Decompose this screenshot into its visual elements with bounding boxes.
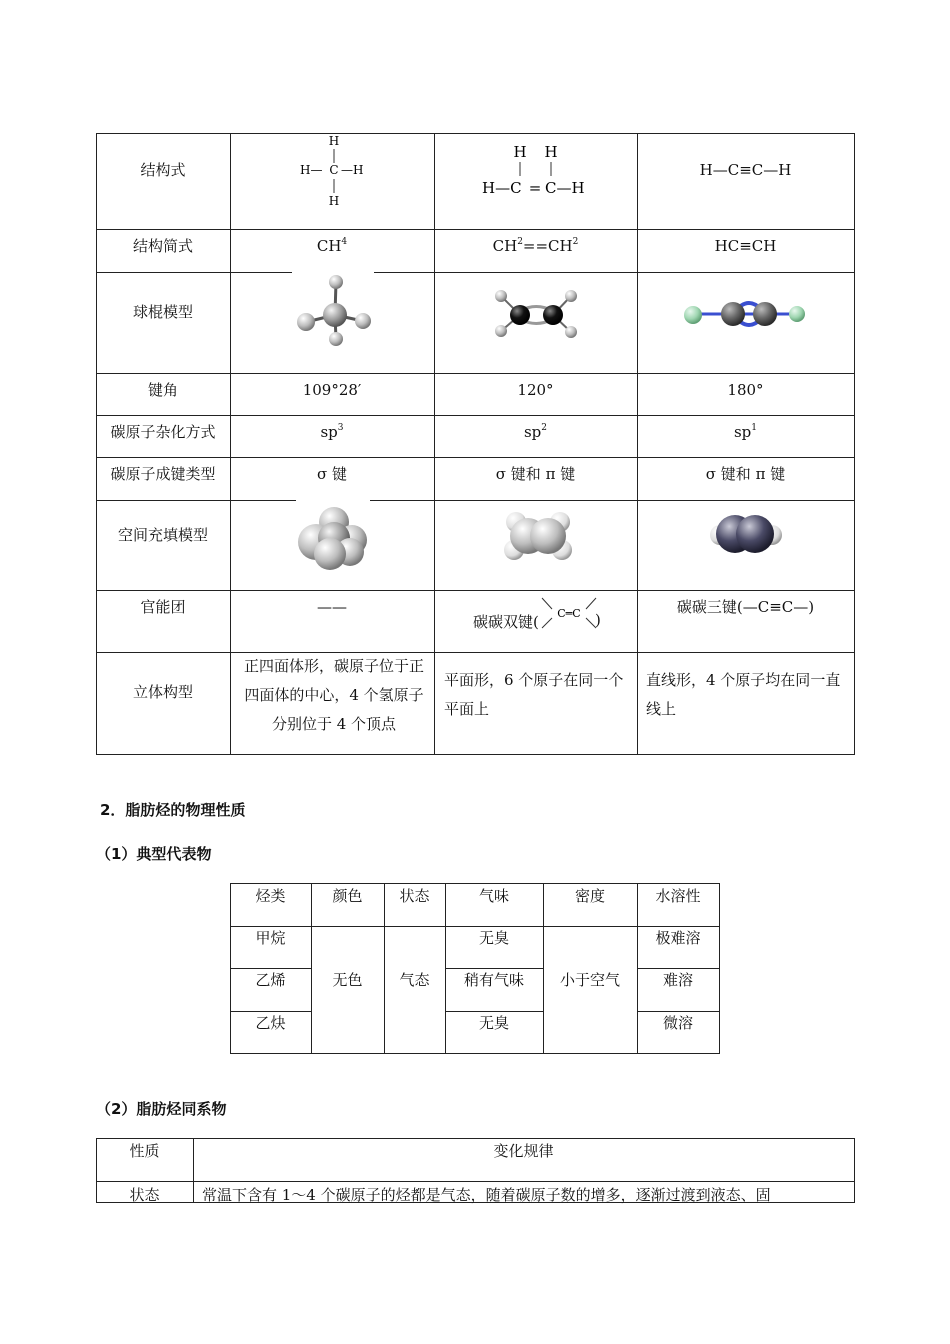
row-label-bond: 碳原子成键类型 (110, 465, 216, 483)
ethene-right: C—H (545, 179, 585, 197)
header-color: 颜色 (332, 887, 363, 905)
odor-methane: 无臭 (478, 929, 509, 947)
ethyne-hybridization: sp $^1$ (733, 423, 758, 441)
ethene-simple-formula: CH $^2$ ==CH $^2$ (492, 237, 579, 255)
subheading-typical-representatives: （1）典型代表物 (96, 845, 212, 863)
ethyne-functional-group: 碳碳三键(—C≡C—) (676, 598, 815, 616)
methane-spacefill-model (230, 500, 434, 590)
density-value: 小于空气 (559, 971, 620, 990)
methane-ballstick-model (230, 272, 434, 373)
ethyne-shape: 直线形，4 个原子均在同一直线上 (646, 671, 841, 718)
ethene-h1: H (513, 143, 527, 161)
table-row-ethyne: 乙炔 (255, 1014, 286, 1032)
ethyne-bond-type: σ 键和 π 键 (705, 465, 786, 483)
header-hydrocarbon: 烃类 (255, 887, 286, 905)
ethene-functional-group (434, 590, 637, 652)
methane-hybridization: sp $^3$ (320, 423, 344, 441)
row-label-angle: 键角 (147, 381, 178, 399)
ethene-hybridization: sp $^2$ (523, 423, 548, 441)
methane-h-right: —H (341, 163, 364, 177)
methane-h-left: H— (300, 163, 323, 177)
ethene-spacefill-model (434, 500, 637, 590)
table-row-ethene: 乙烯 (255, 971, 286, 989)
methane-bond-type: σ 键 (316, 465, 347, 483)
header-rule: 变化规律 (493, 1142, 554, 1160)
table-row-methane: 甲烷 (255, 929, 286, 947)
cc-double-bond-drawing (538, 592, 600, 634)
row-label-state: 状态 (129, 1186, 160, 1204)
ethene-double: = (528, 179, 542, 197)
row-label-hybrid: 碳原子杂化方式 (110, 423, 216, 441)
solubility-methane: 极难溶 (655, 929, 701, 947)
ethyne-simple-formula: HC≡CH (714, 237, 777, 255)
header-state: 状态 (399, 887, 430, 905)
state-rule-text: 常温下含有 1～4 个碳原子的烃都是气态，随着碳原子数的增多，逐渐过渡到液态、固 (202, 1186, 771, 1204)
methane-h-bottom: H (328, 194, 340, 208)
ethene-h2: H (544, 143, 558, 161)
row-label-ballstick: 球棍模型 (132, 302, 193, 321)
ethyne-ballstick-model (637, 272, 854, 373)
methane-bond-angle: 109°28′ (302, 381, 362, 399)
subheading-homologues: （2）脂肪烃同系物 (96, 1100, 227, 1118)
ethyne-spacefill-model (637, 500, 854, 590)
methane-shape: 正四面体形，碳原子位于正四面体的中心，4 个氢原子分别位于 4 个顶点 (243, 657, 424, 733)
methane-simple-formula: CH $^4$ (316, 237, 348, 255)
state-value: 气态 (399, 971, 430, 990)
ethene-ballstick-model (434, 272, 637, 373)
methane-functional-group: —— (317, 598, 347, 616)
methane-c: C (329, 163, 339, 177)
ethene-group-suffix: ) (595, 611, 601, 629)
row-label-spacefill: 空间充填模型 (117, 526, 208, 545)
ethene-shape: 平面形，6 个原子在同一个平面上 (444, 671, 624, 718)
header-odor: 气味 (478, 887, 509, 905)
header-solubility: 水溶性 (655, 887, 701, 905)
header-density: 密度 (574, 887, 605, 905)
ethyne-bond-angle: 180° (727, 381, 764, 399)
row-label-shape: 立体构型 (132, 683, 193, 702)
ethene-group-prefix: 碳碳双键( (473, 613, 539, 631)
row-label-structure: 结构式 (140, 161, 186, 180)
odor-ethene: 稍有气味 (463, 971, 524, 989)
color-value: 无色 (332, 971, 363, 990)
row-label-simple: 结构简式 (132, 237, 193, 255)
solubility-ethene: 难溶 (662, 971, 693, 989)
ethyne-structure-formula: H—C≡C—H (699, 161, 792, 180)
header-property: 性质 (129, 1142, 160, 1160)
odor-ethyne: 无臭 (478, 1014, 509, 1032)
ethene-bond-type: σ 键和 π 键 (495, 465, 576, 483)
row-label-group: 官能团 (140, 598, 186, 616)
section-heading-physical-properties: 2．脂肪烃的物理性质 (100, 801, 246, 819)
solubility-ethyne: 微溶 (662, 1014, 693, 1032)
methane-h-top: H (328, 134, 340, 148)
methane-structure-formula (230, 133, 434, 229)
ethene-left: H—C (482, 179, 522, 197)
ethene-bond-angle: 120° (517, 381, 554, 399)
cc-double-bond-label: C═C (557, 607, 581, 620)
ethene-structure-formula (434, 133, 637, 229)
